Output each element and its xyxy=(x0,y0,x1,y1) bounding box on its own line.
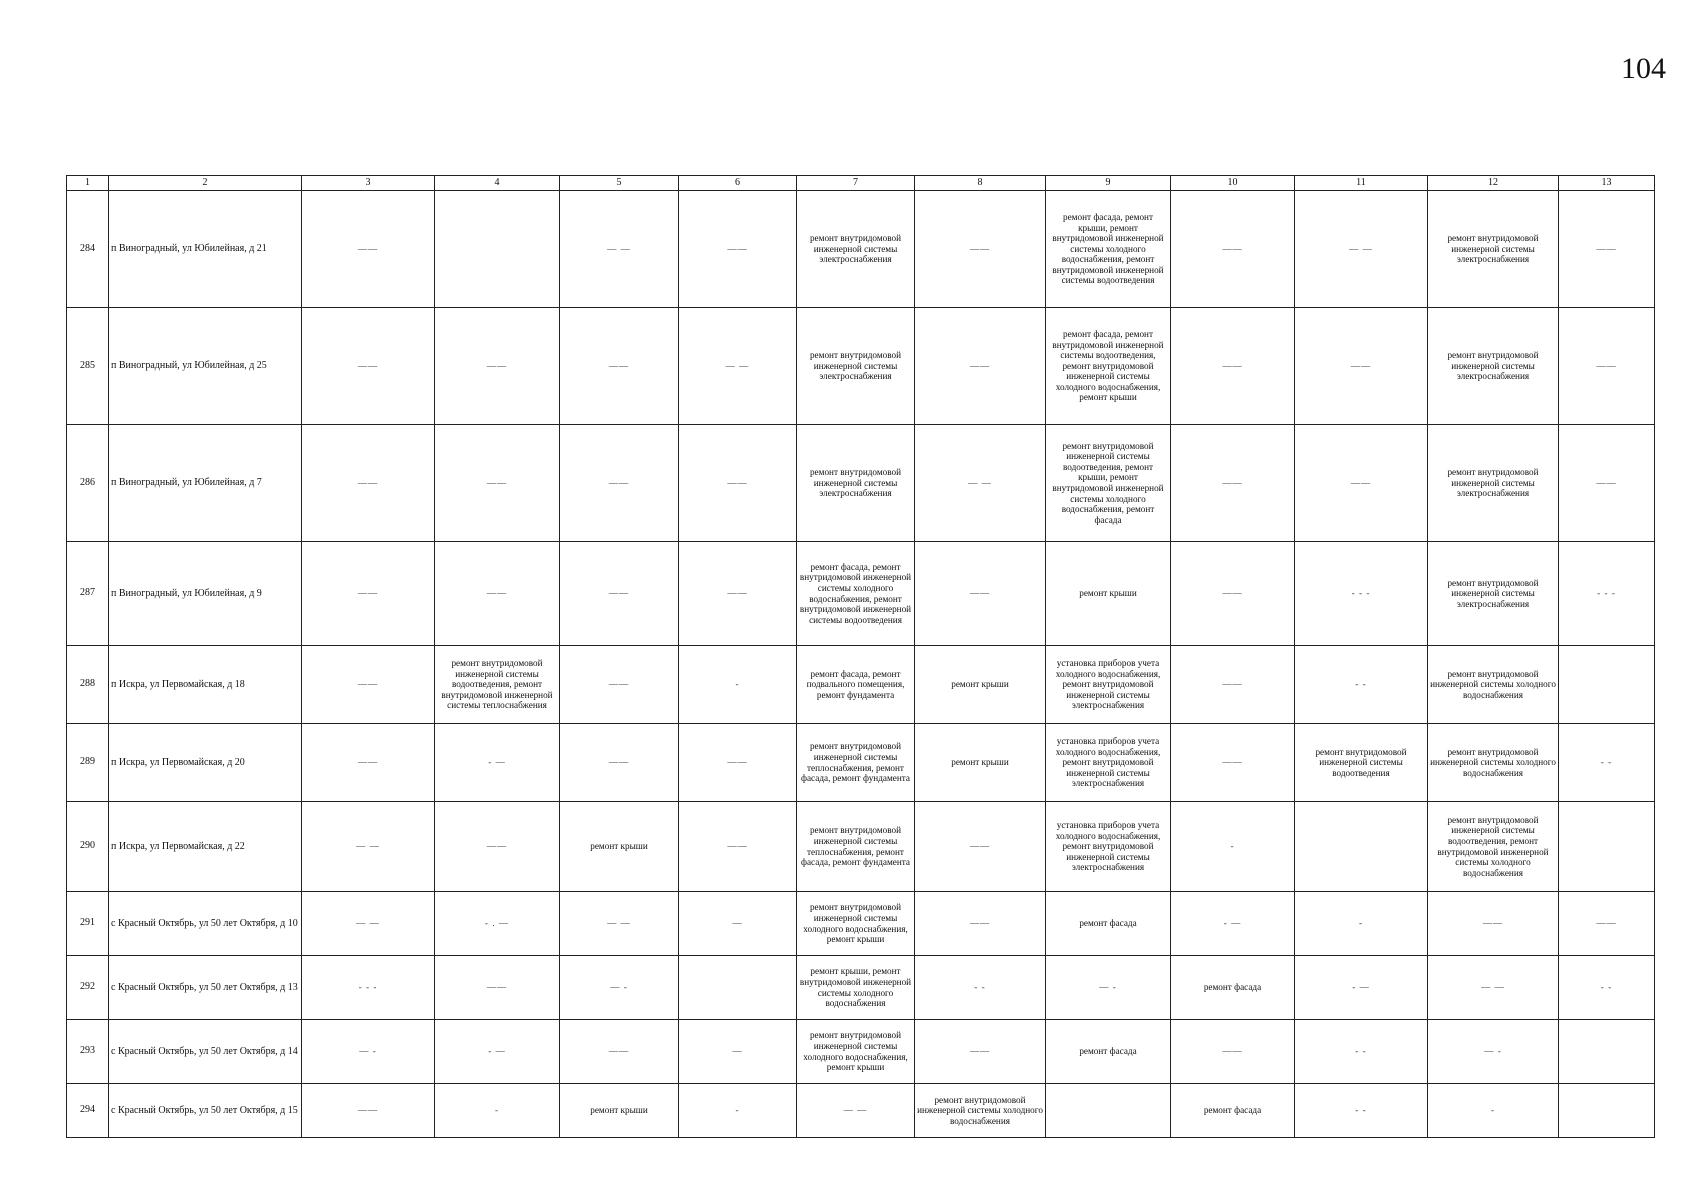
table-cell: ремонт фасада xyxy=(1046,892,1171,956)
table-cell xyxy=(1559,1084,1655,1138)
table-cell: —— xyxy=(915,308,1046,425)
table-cell: —— xyxy=(560,542,679,646)
table-cell: —— xyxy=(915,1020,1046,1084)
row-number: 284 xyxy=(67,191,109,308)
table-cell: — xyxy=(679,1020,797,1084)
table-cell: —— xyxy=(302,542,435,646)
table-cell: - xyxy=(679,1084,797,1138)
table-cell: ремонт фасада xyxy=(1046,1020,1171,1084)
table-cell: — - xyxy=(1428,1020,1559,1084)
table-cell: — - xyxy=(1046,956,1171,1020)
table-cell: ремонт внутридомовой инженерной системы холодного водоснабжения, ремонт крыши xyxy=(797,892,915,956)
table-cell: —— xyxy=(679,802,797,892)
table-cell: —— xyxy=(1171,724,1295,802)
table-cell: ремонт внутридомовой инженерной системы холодного водоснабжения xyxy=(1428,724,1559,802)
table-cell: - xyxy=(1295,892,1428,956)
column-header: 2 xyxy=(109,176,302,191)
table-cell: — - xyxy=(560,956,679,1020)
table-cell: — — xyxy=(1295,191,1428,308)
address-cell: п Искра, ул Первомайская, д 18 xyxy=(109,646,302,724)
table-cell: установка приборов учета холодного водоснабжения, ремонт внутридомовой инженерной системы электроснабжения xyxy=(1046,802,1171,892)
table-cell: ремонт крыши xyxy=(1046,542,1171,646)
table-cell: —— xyxy=(435,802,560,892)
table-cell: —— xyxy=(915,802,1046,892)
table-cell: ремонт внутридомовой инженерной системы электроснабжения xyxy=(1428,542,1559,646)
table-cell: - - xyxy=(1295,646,1428,724)
table-cell: - xyxy=(679,646,797,724)
table-cell: ремонт внутридомовой инженерной системы водоотведения, ремонт крыши, ремонт внутридомовой инженерной системы холодного водоснабжения, ремонт фасада xyxy=(1046,425,1171,542)
table-cell: ремонт внутридомовой инженерной системы водоотведения, ремонт внутридомовой инженерной системы холодного водоснабжения xyxy=(1428,802,1559,892)
table-cell: - - xyxy=(1295,1084,1428,1138)
table-cell: —— xyxy=(915,542,1046,646)
table-cell: ремонт внутридомовой инженерной системы электроснабжения xyxy=(1428,425,1559,542)
table-cell: - — xyxy=(435,724,560,802)
address-cell: п Искра, ул Первомайская, д 20 xyxy=(109,724,302,802)
address-cell: п Виноградный, ул Юбилейная, д 7 xyxy=(109,425,302,542)
address-cell: с Красный Октябрь, ул 50 лет Октября, д 13 xyxy=(109,956,302,1020)
address-cell: с Красный Октябрь, ул 50 лет Октября, д 10 xyxy=(109,892,302,956)
table-cell: — — xyxy=(1428,956,1559,1020)
table-row xyxy=(67,1020,1655,1084)
table-cell: - - xyxy=(1295,1020,1428,1084)
table-cell: - - xyxy=(915,956,1046,1020)
table-row xyxy=(67,425,1655,542)
table-cell: —— xyxy=(915,191,1046,308)
column-header: 9 xyxy=(1046,176,1171,191)
row-number: 286 xyxy=(67,425,109,542)
address-cell: с Красный Октябрь, ул 50 лет Октября, д 14 xyxy=(109,1020,302,1084)
table-cell: ремонт внутридомовой инженерной системы электроснабжения xyxy=(1428,191,1559,308)
table-row xyxy=(67,802,1655,892)
table-cell: —— xyxy=(1295,308,1428,425)
table-cell: —— xyxy=(302,646,435,724)
table-cell: — — xyxy=(302,802,435,892)
table-cell: —— xyxy=(1171,308,1295,425)
row-number: 291 xyxy=(67,892,109,956)
table-cell: —— xyxy=(1559,308,1655,425)
table-cell: —— xyxy=(679,191,797,308)
table-cell: —— xyxy=(302,724,435,802)
address-cell: п Виноградный, ул Юбилейная, д 25 xyxy=(109,308,302,425)
row-number: 290 xyxy=(67,802,109,892)
table-cell: —— xyxy=(1559,191,1655,308)
column-header: 7 xyxy=(797,176,915,191)
row-number: 285 xyxy=(67,308,109,425)
table-cell xyxy=(435,191,560,308)
table-cell: —— xyxy=(1171,1020,1295,1084)
table-cell: - . — xyxy=(435,892,560,956)
table-cell: — — xyxy=(679,308,797,425)
table-cell: ремонт крыши, ремонт внутридомовой инженерной системы холодного водоснабжения xyxy=(797,956,915,1020)
column-header: 12 xyxy=(1428,176,1559,191)
address-cell: п Искра, ул Первомайская, д 22 xyxy=(109,802,302,892)
table-cell: ремонт крыши xyxy=(560,802,679,892)
table-cell xyxy=(1046,1084,1171,1138)
table-cell: —— xyxy=(302,425,435,542)
table-cell: —— xyxy=(1171,542,1295,646)
table-cell: —— xyxy=(302,191,435,308)
table-cell: —— xyxy=(560,425,679,542)
table-cell: —— xyxy=(560,1020,679,1084)
table-cell: ремонт крыши xyxy=(915,646,1046,724)
table-cell: —— xyxy=(1559,425,1655,542)
row-number: 288 xyxy=(67,646,109,724)
table-row xyxy=(67,308,1655,425)
table-cell: —— xyxy=(302,308,435,425)
table-cell: — xyxy=(679,892,797,956)
table-cell: — — xyxy=(797,1084,915,1138)
table-cell: ремонт фасада xyxy=(1171,956,1295,1020)
table-cell: —— xyxy=(1171,425,1295,542)
table-cell: - — xyxy=(1295,956,1428,1020)
row-number: 289 xyxy=(67,724,109,802)
table-row xyxy=(67,892,1655,956)
table-cell: - xyxy=(435,1084,560,1138)
table-cell: ремонт внутридомовой инженерной системы холодного водоснабжения, ремонт крыши xyxy=(797,1020,915,1084)
column-header: 4 xyxy=(435,176,560,191)
table-cell: —— xyxy=(302,1084,435,1138)
table-cell: ремонт внутридомовой инженерной системы электроснабжения xyxy=(797,191,915,308)
table-cell: —— xyxy=(679,425,797,542)
table-cell: —— xyxy=(679,724,797,802)
table-cell xyxy=(679,956,797,1020)
table-cell: —— xyxy=(679,542,797,646)
table-cell: —— xyxy=(435,956,560,1020)
column-header: 6 xyxy=(679,176,797,191)
row-number: 292 xyxy=(67,956,109,1020)
table-cell: — — xyxy=(302,892,435,956)
column-header: 1 xyxy=(67,176,109,191)
table-row xyxy=(67,191,1655,308)
table-cell: ремонт внутридомовой инженерной системы холодного водоснабжения xyxy=(1428,646,1559,724)
table-cell: - - - xyxy=(302,956,435,1020)
table-cell: —— xyxy=(915,892,1046,956)
table-cell: - — xyxy=(435,1020,560,1084)
column-header: 3 xyxy=(302,176,435,191)
row-number: 294 xyxy=(67,1084,109,1138)
table-cell: ремонт фасада, ремонт внутридомовой инженерной системы холодного водоснабжения, ремонт внутридомовой инженерной системы водоотведения xyxy=(797,542,915,646)
table-cell: —— xyxy=(435,425,560,542)
table-row xyxy=(67,542,1655,646)
table-cell: — — xyxy=(915,425,1046,542)
column-header: 13 xyxy=(1559,176,1655,191)
table-cell: ремонт внутридомовой инженерной системы электроснабжения xyxy=(797,425,915,542)
repair-plan-table xyxy=(66,175,1655,1138)
table-cell xyxy=(1559,1020,1655,1084)
table-cell: —— xyxy=(1428,892,1559,956)
table-cell: ремонт внутридомовой инженерной системы теплоснабжения, ремонт фасада, ремонт фундамента xyxy=(797,802,915,892)
table-cell: —— xyxy=(560,724,679,802)
row-number: 287 xyxy=(67,542,109,646)
table-cell: ремонт внутридомовой инженерной системы электроснабжения xyxy=(1428,308,1559,425)
table-cell: —— xyxy=(1559,892,1655,956)
table-cell: ремонт внутридомовой инженерной системы водоотведения xyxy=(1295,724,1428,802)
table-cell: ремонт внутридомовой инженерной системы холодного водоснабжения xyxy=(915,1084,1046,1138)
table-cell: - - xyxy=(1559,724,1655,802)
table-cell: — - xyxy=(302,1020,435,1084)
table-cell: —— xyxy=(1171,191,1295,308)
table-cell: - xyxy=(1171,802,1295,892)
table-cell: - - - xyxy=(1295,542,1428,646)
table-cell: ремонт фасада, ремонт крыши, ремонт внутридомовой инженерной системы холодного водоснабжения, ремонт внутридомовой инженерной системы водоотведения xyxy=(1046,191,1171,308)
table-cell: установка приборов учета холодного водоснабжения, ремонт внутридомовой инженерной системы электроснабжения xyxy=(1046,646,1171,724)
column-number-row xyxy=(67,176,1655,191)
table-cell: —— xyxy=(435,308,560,425)
table-cell: —— xyxy=(1295,425,1428,542)
table-cell: —— xyxy=(1171,646,1295,724)
table-row xyxy=(67,1084,1655,1138)
table-cell: - — xyxy=(1171,892,1295,956)
table-cell: ремонт крыши xyxy=(560,1084,679,1138)
table-cell: установка приборов учета холодного водоснабжения, ремонт внутридомовой инженерной системы электроснабжения xyxy=(1046,724,1171,802)
column-header: 10 xyxy=(1171,176,1295,191)
table-cell: — — xyxy=(560,892,679,956)
table-row xyxy=(67,724,1655,802)
address-cell: п Виноградный, ул Юбилейная, д 21 xyxy=(109,191,302,308)
table-cell: ремонт внутридомовой инженерной системы водоотведения, ремонт внутридомовой инженерной системы теплоснабжения xyxy=(435,646,560,724)
table-cell xyxy=(1295,802,1428,892)
table-cell: ремонт внутридомовой инженерной системы электроснабжения xyxy=(797,308,915,425)
address-cell: п Виноградный, ул Юбилейная, д 9 xyxy=(109,542,302,646)
column-header: 5 xyxy=(560,176,679,191)
column-header: 11 xyxy=(1295,176,1428,191)
row-number: 293 xyxy=(67,1020,109,1084)
table-cell: ремонт фасада, ремонт внутридомовой инженерной системы водоотведения, ремонт внутридомовой инженерной системы холодного водоснабжения, ремонт крыши xyxy=(1046,308,1171,425)
table-cell: ремонт фасада, ремонт подвального помещения, ремонт фундамента xyxy=(797,646,915,724)
table-cell: ремонт крыши xyxy=(915,724,1046,802)
column-header: 8 xyxy=(915,176,1046,191)
table-cell xyxy=(1559,646,1655,724)
table-cell xyxy=(1559,802,1655,892)
table-cell: ремонт фасада xyxy=(1171,1084,1295,1138)
table-cell: ремонт внутридомовой инженерной системы теплоснабжения, ремонт фасада, ремонт фундамента xyxy=(797,724,915,802)
table-cell: — — xyxy=(560,191,679,308)
table-cell: —— xyxy=(435,542,560,646)
table-cell: - - xyxy=(1559,956,1655,1020)
address-cell: с Красный Октябрь, ул 50 лет Октября, д 15 xyxy=(109,1084,302,1138)
table-cell: - xyxy=(1428,1084,1559,1138)
table-row xyxy=(67,646,1655,724)
table-cell: - - - xyxy=(1559,542,1655,646)
table-row xyxy=(67,956,1655,1020)
table-cell: —— xyxy=(560,308,679,425)
table-cell: —— xyxy=(560,646,679,724)
page-number: 104 xyxy=(1621,52,1666,85)
